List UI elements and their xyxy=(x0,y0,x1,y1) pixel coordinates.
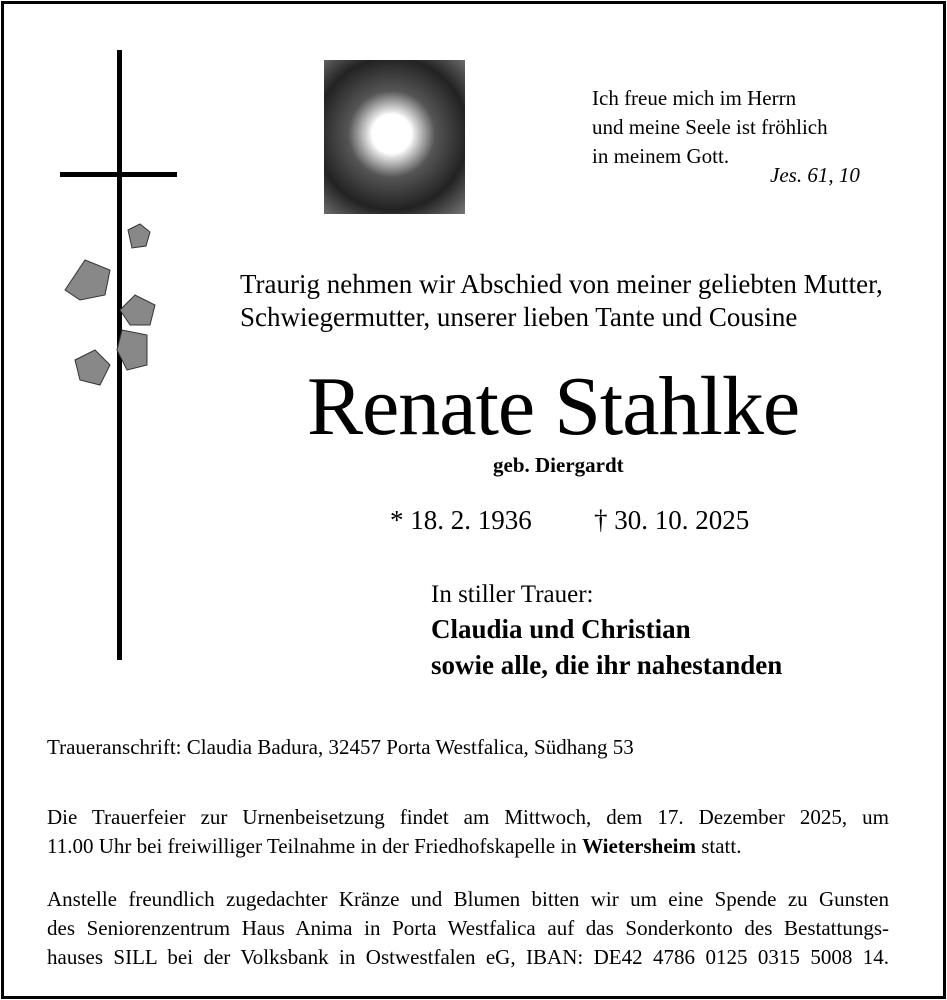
intro-text xyxy=(240,268,883,334)
donation-info xyxy=(47,885,889,972)
ceremony-info xyxy=(47,803,889,861)
verse-line: in meinem Gott. xyxy=(592,144,730,168)
birth-date: * 18. 2. 1936 xyxy=(390,505,532,535)
mourners-label: In stiller Trauer: xyxy=(431,581,594,608)
mourners xyxy=(431,578,782,684)
ceremony-place: Wietersheim xyxy=(582,834,696,858)
cross-horizontal-bar xyxy=(60,172,177,177)
verse-line: und meine Seele ist fröhlich xyxy=(592,115,828,139)
mourners-line: Claudia und Christian xyxy=(431,614,691,644)
deceased-name: Renate Stahlke xyxy=(307,360,800,453)
donation-line: des Seniorenzentrum Haus Anima in Porta Westfalica auf das Sonderkonto des Bestattungs- xyxy=(47,916,889,940)
mourners-line: sowie alle, die ihr nahestanden xyxy=(431,650,783,680)
maiden-name: geb. Diergardt xyxy=(493,453,624,477)
ivy-leaves-icon xyxy=(60,220,160,400)
ceremony-text: 11.00 Uhr bei freiwilliger Teilnahme in der Friedhofskapelle in xyxy=(47,834,583,858)
intro-line: Traurig nehmen wir Abschied von meiner geliebten Mutter, xyxy=(240,269,883,299)
death-date: † 30. 10. 2025 xyxy=(594,505,750,535)
intro-line: Schwiegermutter, unserer lieben Tante und Cousine xyxy=(240,302,798,332)
bible-verse xyxy=(592,84,828,171)
flower-photo xyxy=(324,60,465,214)
verse-reference: Jes. 61, 10 xyxy=(770,163,860,187)
donation-line: Anstelle freundlich zugedachter Kränze und Blumen bitten wir um eine Spende zu Gunsten xyxy=(47,887,889,911)
ceremony-text: statt. xyxy=(695,834,742,858)
verse-line: Ich freue mich im Herrn xyxy=(592,86,797,110)
address: Traueranschrift: Claudia Badura, 32457 Porta Westfalica, Südhang 53 xyxy=(47,735,634,759)
donation-line: hauses SILL bei der Volksbank in Ostwestfalen eG, IBAN: DE42 4786 0125 0315 5008 14. xyxy=(47,945,889,969)
ceremony-line: Die Trauerfeier zur Urnenbeisetzung findet am Mittwoch, dem 17. Dezember 2025, um xyxy=(47,805,889,829)
